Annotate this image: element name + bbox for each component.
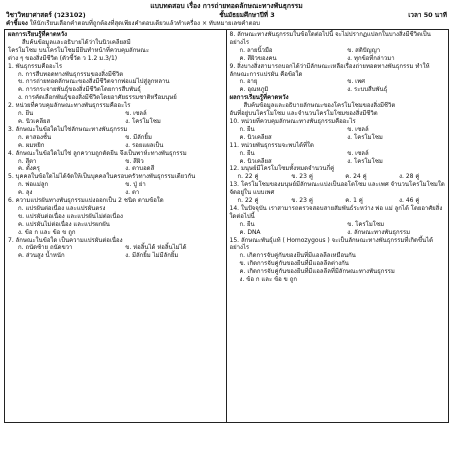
instruction-text: ให้นักเรียนเลือกคำตอบที่ถูกต้องที่สุดเพียงคำตอบเดียวแล้วทำเครื่อง × ทับหมายเลขคำตอบ — [29, 20, 260, 27]
exam-page — [4, 2, 449, 451]
q3-option-b[interactable]: ข. มีลักยิ้ม — [125, 133, 152, 141]
question-9: 9. สิ่งบางสิ่งสามารถบอกได้ว่ามีลักษณะเหลือเรื่องถ่ายทอดทางพันธุกรรม ทำให้ลักษณะการแปรผัน คือข้อใด — [229, 62, 430, 78]
q4-option-d[interactable]: ง. ตาบอดสี — [125, 165, 155, 173]
q12-option-a[interactable]: ก. 22 คู่ — [237, 173, 259, 181]
question-15: 15. ลักษณะพันธุ์แท้ ( Homozygous ) จะเป็นลักษณะทางพันธุกรรมที่เกิดขึ้นได้อย่างไร — [229, 236, 434, 252]
q1-option-a[interactable]: ก. การสืบทอดทางพันธุกรรมของสิ่งมีชีวิต — [18, 70, 124, 78]
q11-option-b[interactable]: ข. เซลล์ — [347, 149, 369, 157]
q8-options — [230, 47, 446, 63]
question-11: 11. หน่วยพันธุกรรมจะพบได้ที่ใด — [229, 141, 314, 149]
q3-option-c[interactable]: ค. ผมหยิก — [18, 141, 45, 149]
q5-option-c[interactable]: ค. ลุง — [18, 189, 33, 197]
q12-option-b[interactable]: ข. 23 คู่ — [291, 173, 313, 181]
q15-option-c[interactable]: ค. เกิดการจับคู่กันของยีนที่มีแอลลีลที่มีลักษณะทางพันธุกรรม — [239, 268, 395, 276]
q6-option-c[interactable]: ค. แปรผันไม่ต่อเนื่อง และแปรผกผัน — [18, 220, 110, 228]
q14-option-c[interactable]: ค. DNA — [239, 228, 261, 236]
q7-option-c[interactable]: ค. ส่วนสูง น้ำหนัก — [18, 252, 65, 260]
subject-label: วิชาวิทยาศาสตร์ (ว23102) — [6, 11, 86, 19]
question-14: 14. ในปัจจุบัน เราสามารถตรวจสอบสายสัมพันธ์ระหว่าง พ่อ แม่ ลูกได้ โดยอาศัยสิ่งใดต่อไปนี้ — [229, 204, 443, 220]
q3-option-d[interactable]: ง. รอยแผลเป็น — [125, 141, 164, 149]
q11-option-d[interactable]: ง. โครโมโซม — [347, 157, 383, 165]
q14-options — [230, 221, 446, 237]
question-7: 7. ลักษณะในข้อใด เป็นความแปรผันต่อเนื่อง — [8, 236, 123, 244]
q4-options — [8, 158, 223, 174]
q10-option-b[interactable]: ข. เซลล์ — [347, 125, 369, 133]
q15-option-b[interactable]: ข. เกิดการจับคู่กันของยีนที่มีแอลลีลต่างกัน — [239, 260, 349, 268]
q15-option-a[interactable]: ก. เกิดการจับคู่กันของยีนที่มีแอลลีลเหมือนกัน — [239, 252, 356, 260]
q9-option-a[interactable]: ก. อายุ — [239, 78, 258, 86]
q1-option-d[interactable]: ง. การคัดเลือกพันธุ์ของสิ่งมีชีวิตโดยอาศัยธรรมชาติหรือมนุษย์ — [18, 94, 177, 102]
q7-option-d[interactable]: ง. มีลักยิ้ม ไม่มีลักยิ้ม — [125, 252, 179, 260]
learning-outcome-line: ต่าง ๆ ของสิ่งมีชีวิต (ตัวชี้วัด ว 1.2 ม.3/1) — [8, 54, 118, 62]
q10-option-c[interactable]: ค. นิวเคลียส — [239, 133, 272, 141]
q12-option-c[interactable]: ค. 24 คู่ — [345, 173, 367, 181]
question-box — [4, 29, 449, 423]
question-4: 4. ลักษณะในข้อใดไม่ใช่ ลูกความถูกตัดยีน จึงเป็นพาห์ะทางพันธุกรรม — [8, 149, 187, 157]
exam-header — [4, 11, 449, 20]
grade-label: ชั้นมัธยมศึกษาปีที่ 3 — [219, 11, 275, 19]
q2-options — [8, 110, 223, 126]
q9-option-d[interactable]: ง. ระบบสืบพันธุ์ — [347, 86, 388, 94]
q10-option-a[interactable]: ก. ยีน — [239, 125, 255, 133]
q14-option-d[interactable]: ง. ลักษณะทางพันธุกรรม — [347, 228, 411, 236]
question-10: 10. หน่วยที่ควบคุมลักษณะทางพันธุกรรมคืออะไร — [229, 117, 356, 125]
question-13: 13. โครโมโซมของมนุษย์มีลักษณะแบ่งเป็นออโตโซม และเพศ จำนวนโครโมโซมใดจัดอยู่ใน แบบเพศ — [229, 181, 445, 197]
q2-option-d[interactable]: ง. โครโมโซม — [125, 117, 161, 125]
q6-option-a[interactable]: ก. แปรผันต่อเนื่อง และแปรผันตรง — [18, 204, 106, 212]
q2-option-c[interactable]: ค. นิวเคลียส — [18, 117, 51, 125]
q5-option-d[interactable]: ง. ตา — [125, 189, 140, 197]
question-2: 2. หน่วยที่ควบคุมลักษณะทางพันธุกรรมคืออะไร — [8, 102, 131, 110]
q2-option-a[interactable]: ก. ยีน — [18, 110, 34, 118]
question-5: 5. บุคคลในข้อใดไม่ได้จัดให้เป็นบุคคลในครอบครัวทางพันธุกรรมเดียวกัน — [8, 173, 196, 181]
q13-option-d[interactable]: ง. 46 คู่ — [399, 197, 420, 205]
q6-option-b[interactable]: ข. แปรผันต่อเนื่อง และแปรผันไม่ต่อเนื่อง — [18, 212, 123, 220]
q5-option-a[interactable]: ก. พ่อแม่ลูก — [18, 181, 49, 189]
q13-option-c[interactable]: ค. 1 คู่ — [345, 197, 363, 205]
q14-option-a[interactable]: ก. ยีน — [239, 220, 255, 228]
q8-option-a[interactable]: ก. ลายนิ้วมือ — [239, 46, 273, 54]
q3-options — [8, 134, 223, 150]
question-12: 12. มนุษย์มีโครโมโซมทั้งหมดจำนวนกี่คู่ — [229, 165, 335, 173]
q8-option-c[interactable]: ค. สีผิวของคน — [239, 54, 277, 62]
q10-options — [230, 126, 446, 142]
q13-option-a[interactable]: ก. 22 คู่ — [237, 197, 259, 205]
q5-options — [8, 181, 223, 197]
exam-title: แบบทดสอบ เรื่อง การถ่ายทอดลักษณะทางพันธุกรรม — [150, 2, 303, 10]
q7-option-b[interactable]: ข. ห่อลิ้นได้ ห่อลิ้นไม่ได้ — [125, 244, 187, 252]
question-6: 6. ความแปรผันทางพันธุกรรมแบ่งออกเป็น 2 ชนิด ตามข้อใด — [8, 197, 164, 205]
q3-option-a[interactable]: ก. ตาสองชั้น — [18, 133, 52, 141]
learning-outcome-line: อันที่อยู่บนโครโมโซม และจำนวนโครโมโซมของสิ่งมีชีวิต — [229, 110, 378, 118]
q11-option-c[interactable]: ค. นิวเคลียส — [239, 157, 272, 165]
q5-option-b[interactable]: ข. ปู่ ย่า — [125, 181, 146, 189]
learning-outcome-line: โครโมโซม บนโครโมโซมมียีนทำหน้าที่ควบคุมลักษณะ — [8, 46, 150, 54]
right-column — [227, 30, 449, 422]
q2-option-b[interactable]: ข. เซลล์ — [125, 110, 147, 118]
q13-options — [230, 197, 446, 205]
learning-outcome-line: สืบค้นข้อมูลและอธิบายลักษณะของโครโมโซมของสิ่งมีชีวิต — [243, 102, 396, 110]
learning-outcome-heading-2: ผลการเรียนรู้ที่คาดหวัง — [229, 94, 289, 102]
learning-outcome-line: สืบค้นข้อมูลและอธิบายได้ว่าในนิวเคลียสมี — [22, 38, 131, 46]
q11-option-a[interactable]: ก. ยีน — [239, 149, 255, 157]
q12-option-d[interactable]: ง. 28 คู่ — [399, 173, 420, 181]
q11-options — [230, 150, 446, 166]
question-1: 1. พันธุกรรมคืออะไร — [8, 62, 63, 70]
q7-options — [8, 244, 223, 260]
q1-option-c[interactable]: ค. การกระจายพันธุ์ของสิ่งมีชีวิตโดยการสืบพันธุ์ — [18, 86, 141, 94]
instructions — [4, 20, 449, 28]
q4-option-a[interactable]: ก. สีตา — [18, 157, 37, 165]
q4-option-b[interactable]: ข. สีผิว — [125, 157, 144, 165]
q13-option-b[interactable]: ข. 23 คู่ — [291, 197, 313, 205]
q10-option-d[interactable]: ง. โครโมโซม — [347, 133, 383, 141]
q1-option-b[interactable]: ข. การถ่ายทอดลักษณะของสิ่งมีชีวิตจากพ่อแม่ไปสู่ลูกหลาน — [18, 78, 170, 86]
learning-outcome-heading: ผลการเรียนรู้ที่คาดหวัง — [8, 31, 68, 38]
q9-options — [230, 78, 446, 94]
instruction-label: คำชี้แจง — [6, 20, 28, 27]
q14-option-b[interactable]: ข. โครโมโซม — [347, 220, 385, 228]
question-3: 3. ลักษณะในข้อใดไม่ใช่ลักษณะทางพันธุกรรม — [8, 125, 128, 133]
q8-option-d[interactable]: ง. ทุกข้อที่กล่าวมา — [347, 54, 395, 62]
q8-option-b[interactable]: ข. สติปัญญา — [347, 46, 381, 54]
q4-option-c[interactable]: ค. ตั้งครุ — [18, 165, 40, 173]
q15-option-d[interactable]: ง. ข้อ ก และ ข้อ ข ถูก — [239, 276, 297, 284]
q7-option-a[interactable]: ก. ถนัดซ้าย ถนัดขวา — [18, 244, 73, 252]
q9-option-b[interactable]: ข. เพศ — [347, 78, 365, 86]
q6-option-d[interactable]: ง. ข้อ ก และ ข้อ ข ถูก — [18, 228, 76, 236]
time-label: เวลา 50 นาที — [408, 11, 447, 19]
q9-option-c[interactable]: ค. อุณหภูมิ — [239, 86, 269, 94]
left-column — [5, 30, 227, 422]
question-8: 8. ลักษณะทางพันธุกรรมในข้อใดต่อไปนี้ จะไม่ปรากฏแปลกในบางสิ่งมีชีวิตเป็นอย่างไร — [229, 31, 431, 46]
